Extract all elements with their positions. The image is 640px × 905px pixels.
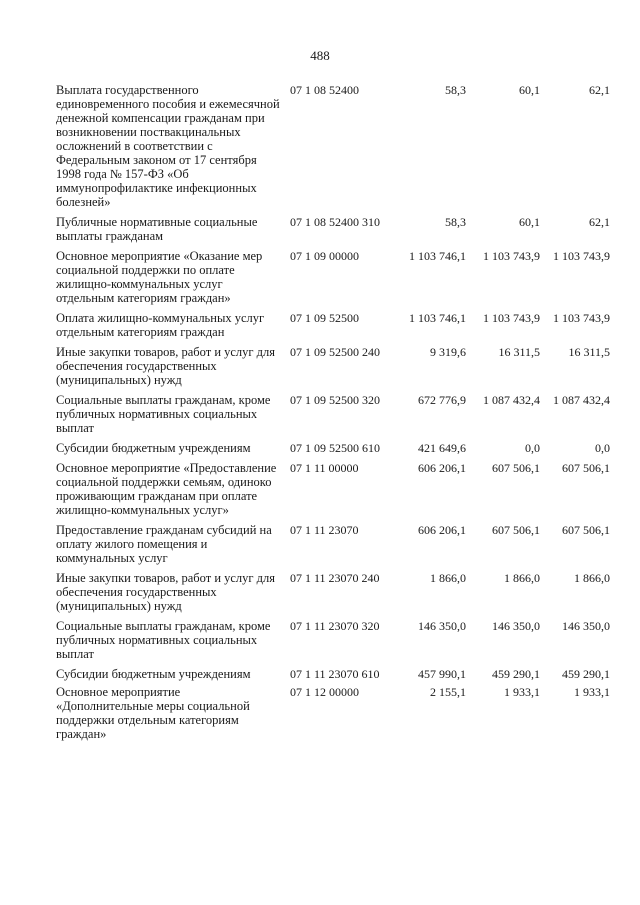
- row-code: 07 1 11 00000: [290, 461, 359, 475]
- row-value-1: 58,3: [445, 83, 466, 97]
- row-value-2: 607 506,1: [492, 461, 540, 475]
- row-value-2: 1 103 743,9: [483, 249, 540, 263]
- table-row: [56, 249, 616, 305]
- row-value-2: 459 290,1: [492, 667, 540, 681]
- row-code: 07 1 09 52500 320: [290, 393, 380, 407]
- row-value-1: 1 103 746,1: [409, 249, 466, 263]
- row-value-2: 0,0: [525, 441, 540, 455]
- row-name: Субсидии бюджетным учреждениям: [56, 441, 251, 455]
- row-code: 07 1 12 00000: [290, 685, 359, 699]
- row-value-2: 1 933,1: [504, 685, 540, 699]
- row-value-3: 1 866,0: [574, 571, 610, 585]
- row-value-2: 607 506,1: [492, 523, 540, 537]
- row-code: 07 1 09 00000: [290, 249, 359, 263]
- row-name: Оплата жилищно-коммунальных услуг отдельным категориям граждан: [56, 311, 265, 339]
- row-value-1: 606 206,1: [418, 461, 466, 475]
- table-row: [56, 461, 616, 517]
- row-name: Выплата государственного единовременного пособия и ежемесячной денежной компенсации гражданам при возникновении поствакцинальных осложнений в соответствии с Федеральным законом от 17 сентября 1998 года № 157-ФЗ «Об иммунопрофилактике инфекционных болезней»: [56, 83, 280, 209]
- table-row: [56, 393, 616, 435]
- budget-table: [56, 83, 616, 741]
- row-value-1: 1 103 746,1: [409, 311, 466, 325]
- row-code: 07 1 08 52400: [290, 83, 359, 97]
- row-value-2: 1 087 432,4: [483, 393, 540, 407]
- row-value-2: 1 866,0: [504, 571, 540, 585]
- page-number: 488: [310, 48, 330, 63]
- row-name: Субсидии бюджетным учреждениям: [56, 667, 251, 681]
- row-name: Основное мероприятие «Дополнительные меры социальной поддержки отдельным категориям граждан»: [56, 685, 250, 741]
- row-value-3: 62,1: [589, 215, 610, 229]
- row-name: Основное мероприятие «Оказание мер социальной поддержки по оплате жилищно-коммунальных услуг отдельным категориям граждан»: [56, 249, 263, 305]
- row-value-3: 0,0: [595, 441, 610, 455]
- row-name: Социальные выплаты гражданам, кроме публичных нормативных социальных выплат: [56, 393, 271, 435]
- row-name: Публичные нормативные социальные выплаты гражданам: [56, 215, 258, 243]
- table-row: [56, 619, 616, 661]
- row-value-1: 457 990,1: [418, 667, 466, 681]
- row-value-3: 16 311,5: [568, 345, 610, 359]
- table-row: [56, 523, 616, 565]
- row-value-1: 672 776,9: [418, 393, 466, 407]
- row-code: 07 1 09 52500: [290, 311, 359, 325]
- table-row: [56, 571, 616, 613]
- row-value-3: 1 087 432,4: [553, 393, 610, 407]
- table-row: [56, 441, 616, 455]
- row-code: 07 1 09 52500 240: [290, 345, 380, 359]
- row-name: Социальные выплаты гражданам, кроме публичных нормативных социальных выплат: [56, 619, 271, 661]
- row-value-1: 421 649,6: [418, 441, 466, 455]
- row-value-2: 16 311,5: [498, 345, 540, 359]
- row-value-1: 58,3: [445, 215, 466, 229]
- row-value-3: 1 103 743,9: [553, 311, 610, 325]
- row-value-1: 146 350,0: [418, 619, 466, 633]
- row-value-2: 1 103 743,9: [483, 311, 540, 325]
- row-value-3: 146 350,0: [562, 619, 610, 633]
- row-code: 07 1 09 52500 610: [290, 441, 380, 455]
- row-value-3: 607 506,1: [562, 523, 610, 537]
- row-name: Предоставление гражданам субсидий на оплату жилого помещения и коммунальных услуг: [56, 523, 272, 565]
- row-value-3: 459 290,1: [562, 667, 610, 681]
- row-value-1: 606 206,1: [418, 523, 466, 537]
- row-value-1: 9 319,6: [430, 345, 466, 359]
- table-row: [56, 311, 616, 339]
- table-row: [56, 345, 616, 387]
- row-name: Основное мероприятие «Предоставление социальной поддержки семьям, одиноко проживающим гражданам при оплате жилищно-коммунальных услуг»: [56, 461, 277, 517]
- table-row: [56, 667, 616, 681]
- row-value-1: 2 155,1: [430, 685, 466, 699]
- row-value-3: 1 103 743,9: [553, 249, 610, 263]
- table-row: [56, 215, 616, 243]
- row-name: Иные закупки товаров, работ и услуг для обеспечения государственных (муниципальных) нужд: [56, 571, 276, 613]
- table-row: [56, 83, 616, 209]
- row-value-3: 1 933,1: [574, 685, 610, 699]
- table-row: [56, 685, 616, 741]
- row-value-2: 60,1: [519, 83, 540, 97]
- row-code: 07 1 08 52400 310: [290, 215, 380, 229]
- row-code: 07 1 11 23070: [290, 523, 359, 537]
- row-code: 07 1 11 23070 240: [290, 571, 380, 585]
- row-value-3: 62,1: [589, 83, 610, 97]
- row-value-3: 607 506,1: [562, 461, 610, 475]
- row-value-1: 1 866,0: [430, 571, 466, 585]
- row-name: Иные закупки товаров, работ и услуг для обеспечения государственных (муниципальных) нужд: [56, 345, 276, 387]
- row-code: 07 1 11 23070 320: [290, 619, 380, 633]
- row-value-2: 60,1: [519, 215, 540, 229]
- row-value-2: 146 350,0: [492, 619, 540, 633]
- row-code: 07 1 11 23070 610: [290, 667, 380, 681]
